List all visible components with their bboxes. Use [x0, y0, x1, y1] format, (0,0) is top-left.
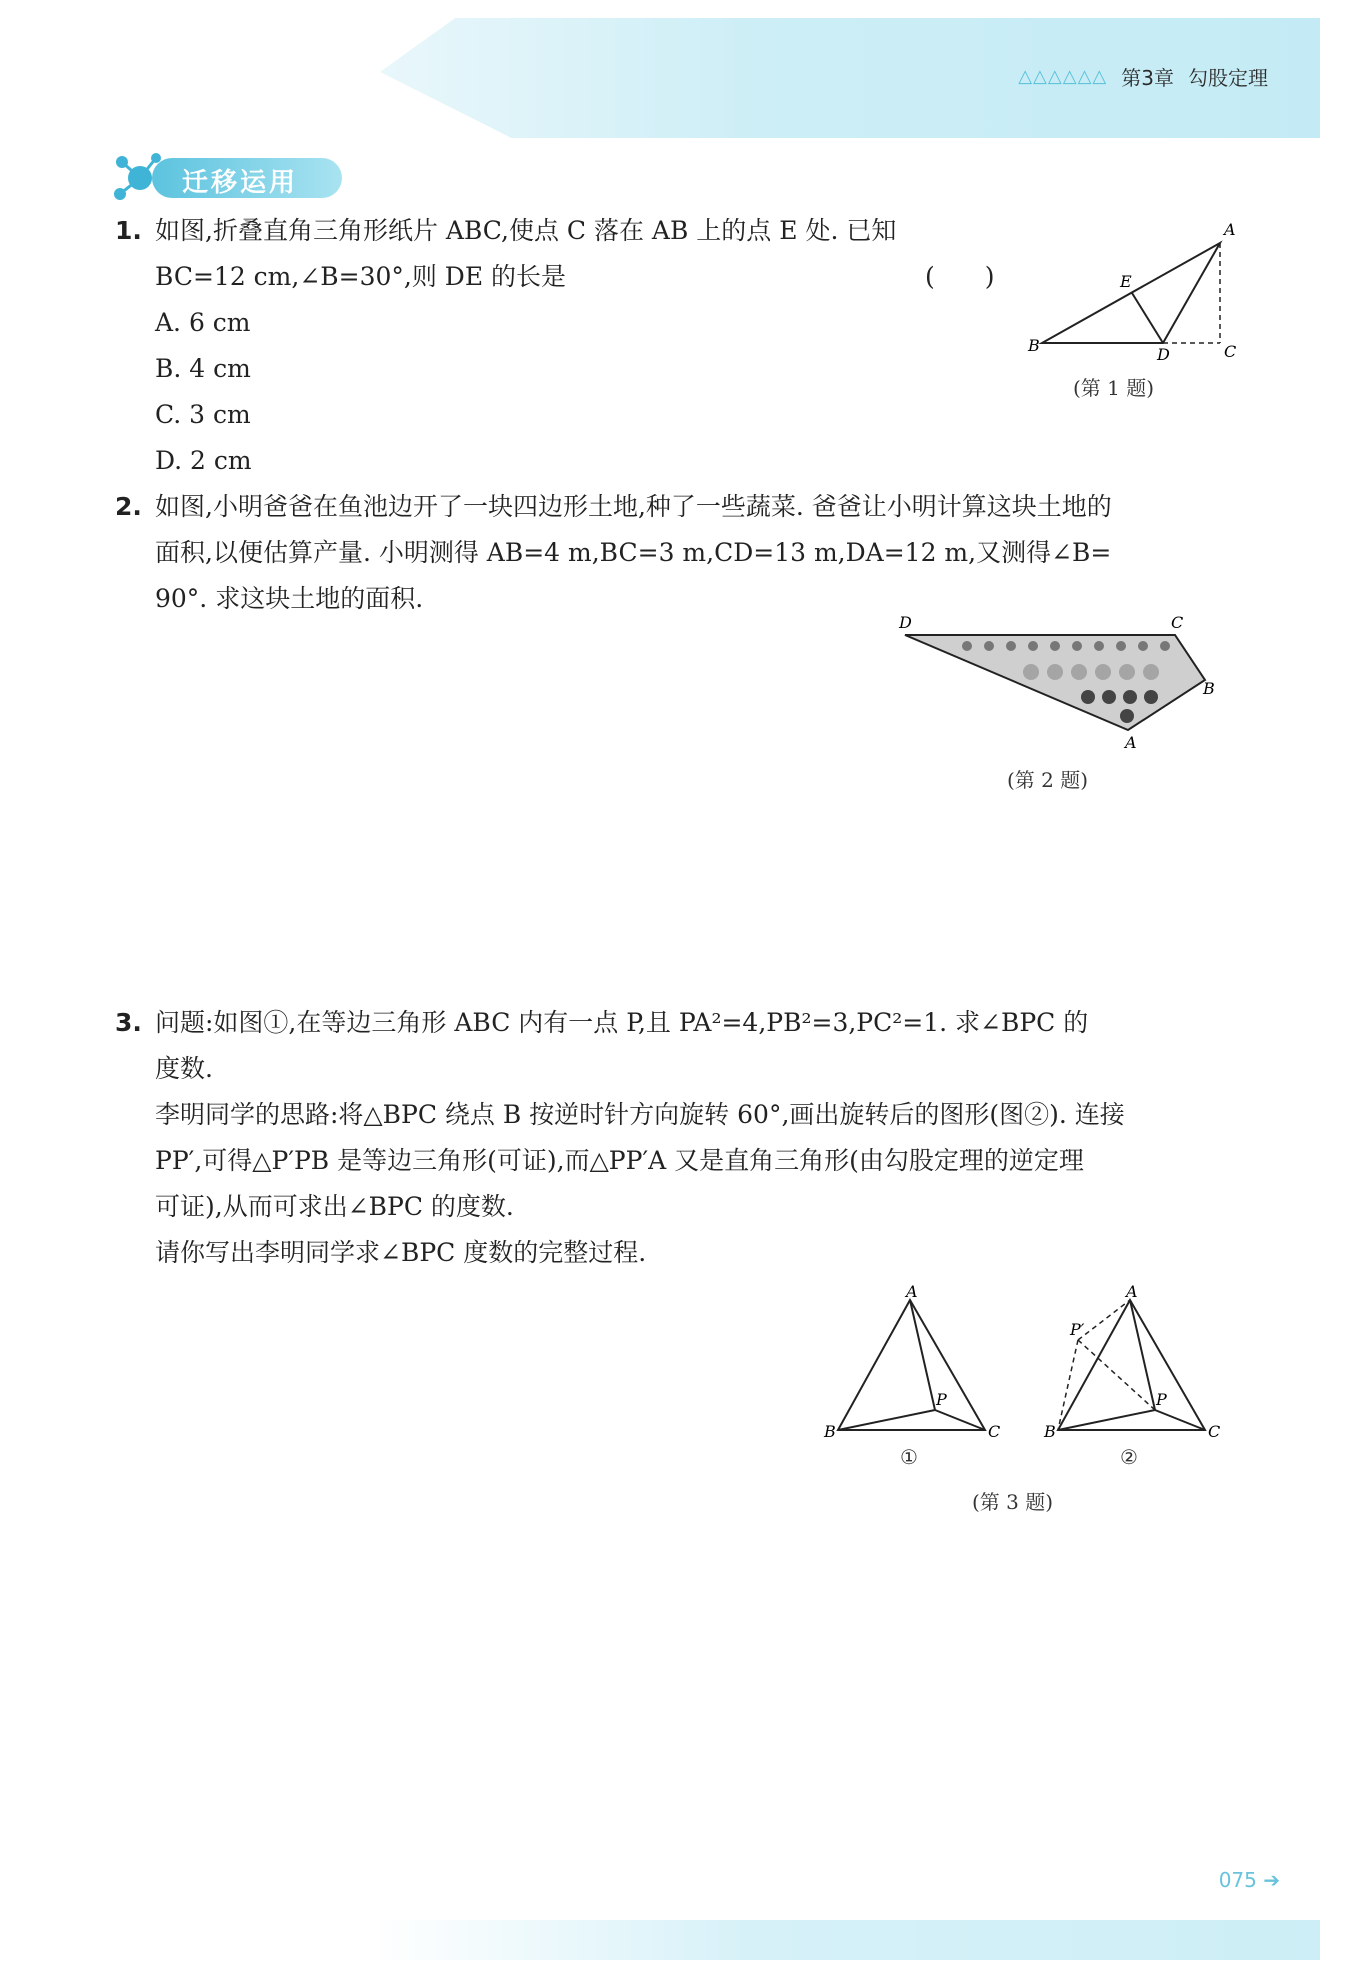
q2-figure	[895, 610, 1225, 760]
q3-fig2-label: ②	[1120, 1445, 1138, 1469]
q3-figure-2	[1040, 1285, 1240, 1465]
q2-label-c: C	[1171, 613, 1184, 632]
q1-number: 1.	[115, 216, 142, 245]
q1-option-b: B. 4 cm	[155, 354, 251, 383]
q3-fig2-label-a: A	[1126, 1285, 1138, 1301]
section-badge	[112, 150, 352, 208]
page-number: 075 ➔	[1218, 1868, 1280, 1892]
q1-line2: BC=12 cm,∠B=30°,则 DE 的长是	[155, 262, 567, 291]
q3-line1: 问题:如图①,在等边三角形 ABC 内有一点 P,且 PA²=4,PB²=3,PC²=1. 求∠BPC 的	[155, 1008, 1089, 1037]
section-label: 迁移运用	[182, 168, 299, 198]
q3-fig1-label-b: B	[824, 1422, 836, 1441]
arrow-right-icon: ➔	[1263, 1868, 1280, 1892]
q2-label-a: A	[1125, 733, 1137, 752]
q2-line1: 如图,小明爸爸在鱼池边开了一块四边形土地,种了一些蔬菜. 爸爸让小明计算这块土地的	[155, 492, 1112, 521]
q3-fig2-label-c: C	[1208, 1422, 1221, 1441]
q3-fig2-label-b: B	[1044, 1422, 1056, 1441]
chapter-title: 勾股定理	[1188, 66, 1268, 90]
q2-number: 2.	[115, 492, 142, 521]
q3-fig1-label-c: C	[988, 1422, 1001, 1441]
chapter-number: 第3章	[1121, 66, 1174, 90]
q1-label-d: D	[1157, 345, 1170, 364]
q2-label-b: B	[1203, 679, 1215, 698]
q1-caption: (第 1 题)	[1073, 376, 1155, 400]
q1-label-a: A	[1224, 220, 1236, 239]
q1-label-b: B	[1028, 336, 1040, 355]
q2-line2: 面积,以便估算产量. 小明测得 AB=4 m,BC=3 m,CD=13 m,DA=12 m,又测得∠B=	[155, 538, 1112, 567]
q1-option-a: A. 6 cm	[155, 308, 251, 337]
q3-line3: 李明同学的思路:将△BPC 绕点 B 按逆时针方向旋转 60°,画出旋转后的图形(图②). 连接	[155, 1100, 1125, 1129]
q1-option-c: C. 3 cm	[155, 400, 251, 429]
q3-figure-1	[820, 1285, 1020, 1465]
q1-option-d: D. 2 cm	[155, 446, 252, 475]
triangle-decoration-icon: △△△△△△	[1018, 66, 1108, 87]
q3-caption: (第 3 题)	[972, 1490, 1054, 1514]
q3-number: 3.	[115, 1008, 142, 1037]
q3-fig2-label-p-prime: P′	[1070, 1320, 1085, 1339]
q1-figure	[1020, 215, 1240, 365]
q3-line4: PP′,可得△P′PB 是等边三角形(可证),而△PP′A 又是直角三角形(由勾股定理的逆定理	[155, 1146, 1084, 1175]
footer-band	[370, 1920, 1320, 1960]
q3-line5: 可证),从而可求出∠BPC 的度数.	[155, 1192, 514, 1221]
q3-fig1-label: ①	[900, 1445, 918, 1469]
q3-fig1-label-a: A	[906, 1285, 918, 1301]
q3-line2: 度数.	[155, 1054, 213, 1083]
q1-label-c: C	[1224, 342, 1237, 361]
q1-line1: 如图,折叠直角三角形纸片 ABC,使点 C 落在 AB 上的点 E 处. 已知	[155, 216, 897, 245]
q3-line6: 请你写出李明同学求∠BPC 度数的完整过程.	[155, 1238, 647, 1267]
q1-label-e: E	[1120, 272, 1132, 291]
chapter-header	[1018, 62, 1268, 91]
q2-label-d: D	[899, 613, 912, 632]
q1-answer-paren: ( )	[925, 262, 995, 291]
q3-fig1-label-p: P	[936, 1390, 947, 1409]
q2-line3: 90°. 求这块土地的面积.	[155, 584, 424, 613]
q3-fig2-label-p: P	[1156, 1390, 1167, 1409]
q2-caption: (第 2 题)	[1007, 768, 1089, 792]
